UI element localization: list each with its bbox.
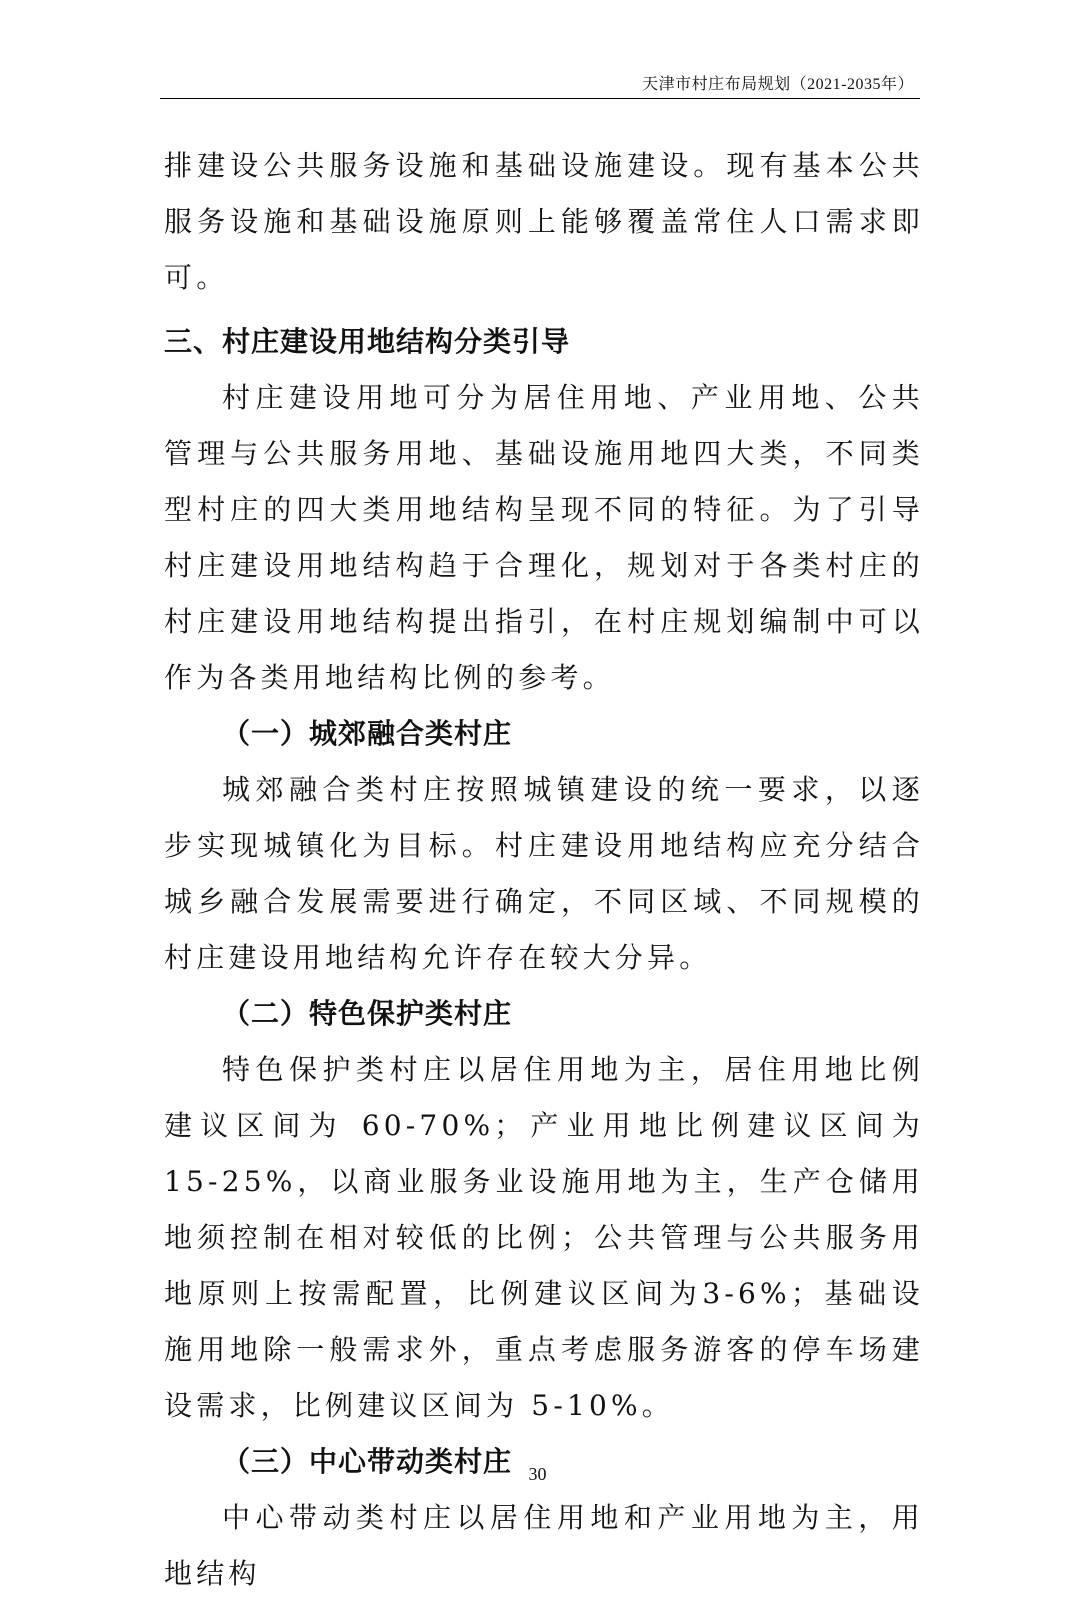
paragraph-subsection-2: 特色保护类村庄以居住用地为主，居住用地比例建议区间为 60-70%；产业用地比例建议区间为 15-25%，以商业服务业设施用地为主，生产仓储用地须控制在相对较低的比例；公共管理与公共服务用地原则上按需配置，比例建议区间为3-6%；基础设施用地除一般需求外，重点考虑服务游客的停车场建设需求，比例建议区间为 5-10%。 [164, 1053, 924, 1422]
header-title: 天津市村庄布局规划（2021-2035年） [642, 76, 914, 93]
page-header [160, 72, 920, 99]
subsection-heading-1: （一）城郊融合类村庄 [222, 717, 513, 750]
section-heading-3: 三、村庄建设用地结构分类引导 [164, 325, 571, 358]
paragraph-subsection-1: 城郊融合类村庄按照城镇建设的统一要求，以逐步实现城镇化为目标。村庄建设用地结构应充分结合城乡融合发展需要进行确定，不同区域、不同规模的村庄建设用地结构允许存在较大分异。 [164, 773, 924, 974]
page-number: 30 [528, 1464, 547, 1484]
paragraph-section-3: 村庄建设用地可分为居住用地、产业用地、公共管理与公共服务用地、基础设施用地四大类，不同类型村庄的四大类用地结构呈现不同的特征。为了引导村庄建设用地结构趋于合理化，规划对于各类村庄的村庄建设用地结构提出指引，在村庄规划编制中可以作为各类用地结构比例的参考。 [164, 381, 924, 694]
subsection-heading-2: （二）特色保护类村庄 [222, 997, 513, 1030]
paragraph-subsection-3: 中心带动类村庄以居住用地和产业用地为主，用地结构 [164, 1501, 924, 1590]
paragraph-intro: 排建设公共服务设施和基础设施建设。现有基本公共服务设施和基础设施原则上能够覆盖常住人口需求即可。 [164, 149, 924, 294]
subsection-heading-3: （三）中心带动类村庄 [222, 1445, 513, 1478]
document-body [164, 138, 924, 1602]
